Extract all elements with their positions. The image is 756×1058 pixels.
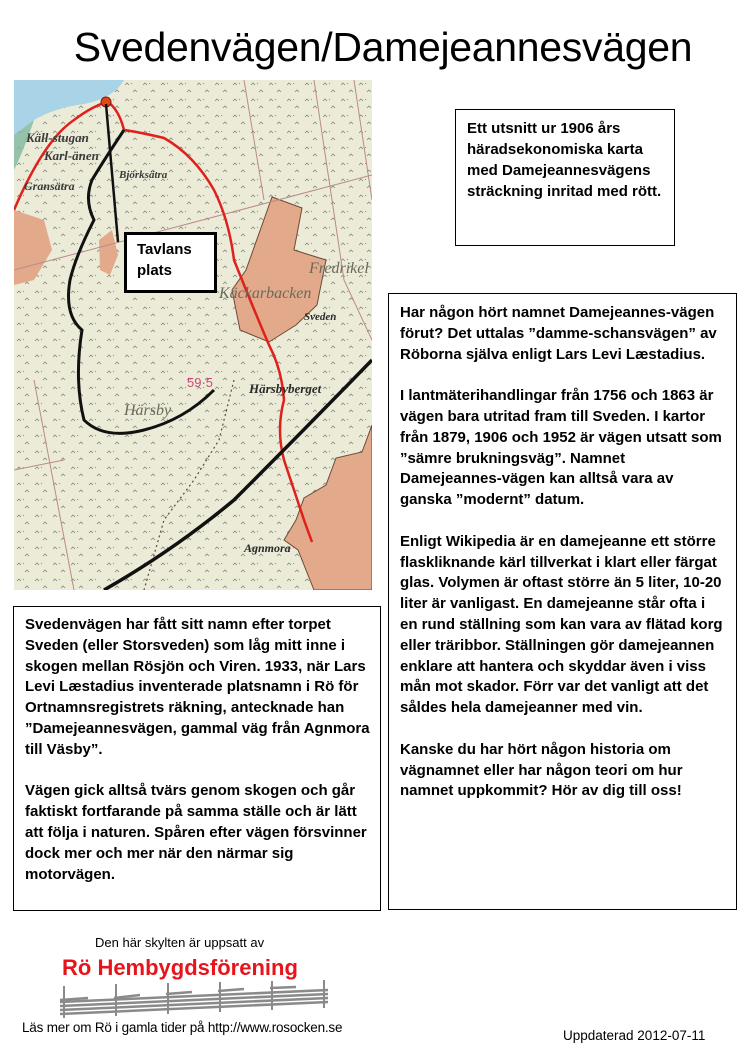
historical-map bbox=[14, 80, 372, 590]
map-label-harsbyberget: Härsbyberget bbox=[249, 381, 322, 396]
map-label-bjorksatra: Björksätra bbox=[119, 169, 168, 181]
paragraph-damejeanne-definition: Enligt Wikipedia är en damejeanne ett större flaskliknande kärl tillverkat i klart eller färgat glas. Volymen är oftast större än 5 liter, 10-20 liter är vanligast. En damejeanne står ofta i en rund ställning som kan vara av flätad korg eller träribbor. Ställningen gör damejeannen enklare att hantera och skyddar även i viss mån mot skador. Förr var det vanligt att det såldes hela damejeanner med vin. bbox=[400, 532, 723, 717]
map-label-fredrikel: Fredrikel bbox=[309, 260, 369, 277]
map-label-harsby: Härsby bbox=[124, 402, 172, 419]
paragraph-historical-maps: I lantmäterihandlingar från 1756 och 1863 är vägen bara utritad fram till Sveden. I kartor från 1879, 1906 och 1952 är vägen utsatt som ”sämre brukningsväg”. Namnet Damejeannes-vägen kan alltså vara av ganska ”modernt” datum. bbox=[400, 387, 722, 509]
board-location-line-2: plats bbox=[137, 262, 173, 279]
info-box-right bbox=[388, 293, 737, 910]
map-label-karl-anen: Karl-änen bbox=[44, 148, 99, 163]
organization-name: Rö Hembygdsförening bbox=[62, 955, 298, 980]
map-elevation-label: 59·5 bbox=[187, 375, 214, 390]
map-label-kall-stugan: Käll-stugan bbox=[26, 130, 89, 145]
map-label-agnmora: Agnmora bbox=[244, 541, 291, 555]
page-title: Svedenvägen/Damejeannesvägen bbox=[73, 24, 693, 70]
fence-logo-icon bbox=[58, 980, 330, 1018]
read-more-link[interactable]: Läs mer om Rö i gamla tider på http://www.rosocken.se bbox=[22, 1020, 343, 1035]
map-caption-text: Ett utsnitt ur 1906 års häradsekonomiska karta med Damejeannesvägens sträckning inritad med rött. bbox=[467, 120, 662, 200]
paragraph-name-origin: Har någon hört namnet Damejeannes-vägen förut? Det uttalas ”damme-schansvägen” av Röborna själva enligt Lars Levi Læstadius. bbox=[400, 304, 717, 363]
paragraph-svedenvagen-history: Svedenvägen har fått sitt namn efter torpet Sveden (eller Storsveden) som låg mitt inne i skogen mellan Rösjön och Viren. 1933, när Lars Levi Læstadius inventerade platsnamn i Rö för Ortnamnsregistrets räkning, antecknade han ”Damejeannesvägen, gammal väg från Agnmora till Väsby”. bbox=[25, 616, 370, 758]
board-location-line-1: Tavlans bbox=[137, 241, 192, 258]
map-caption-box bbox=[455, 109, 675, 246]
paragraph-road-today: Vägen gick alltså tvärs genom skogen och går faktiskt fortfarande på samma ställe och är lätt att följa i naturen. Spåren efter vägen försvinner dock mer och mer när den närmar sig motorvägen. bbox=[25, 782, 367, 883]
map-label-sveden: Sveden bbox=[304, 311, 337, 323]
board-location-label bbox=[124, 232, 217, 293]
map-label-kackarbacken: Käckarbacken bbox=[219, 285, 312, 302]
updated-date: Uppdaterad 2012-07-11 bbox=[563, 1028, 706, 1043]
map-label-gransatra: Gransätra bbox=[24, 179, 75, 193]
info-box-left bbox=[13, 606, 381, 911]
paragraph-call-to-action: Kanske du har hört någon historia om vägnamnet eller har någon teori om hur namnet uppkommit? Hör av dig till oss! bbox=[400, 740, 683, 800]
sign-by-text: Den här skylten är uppsatt av bbox=[95, 935, 265, 950]
map-drawing bbox=[14, 80, 372, 590]
